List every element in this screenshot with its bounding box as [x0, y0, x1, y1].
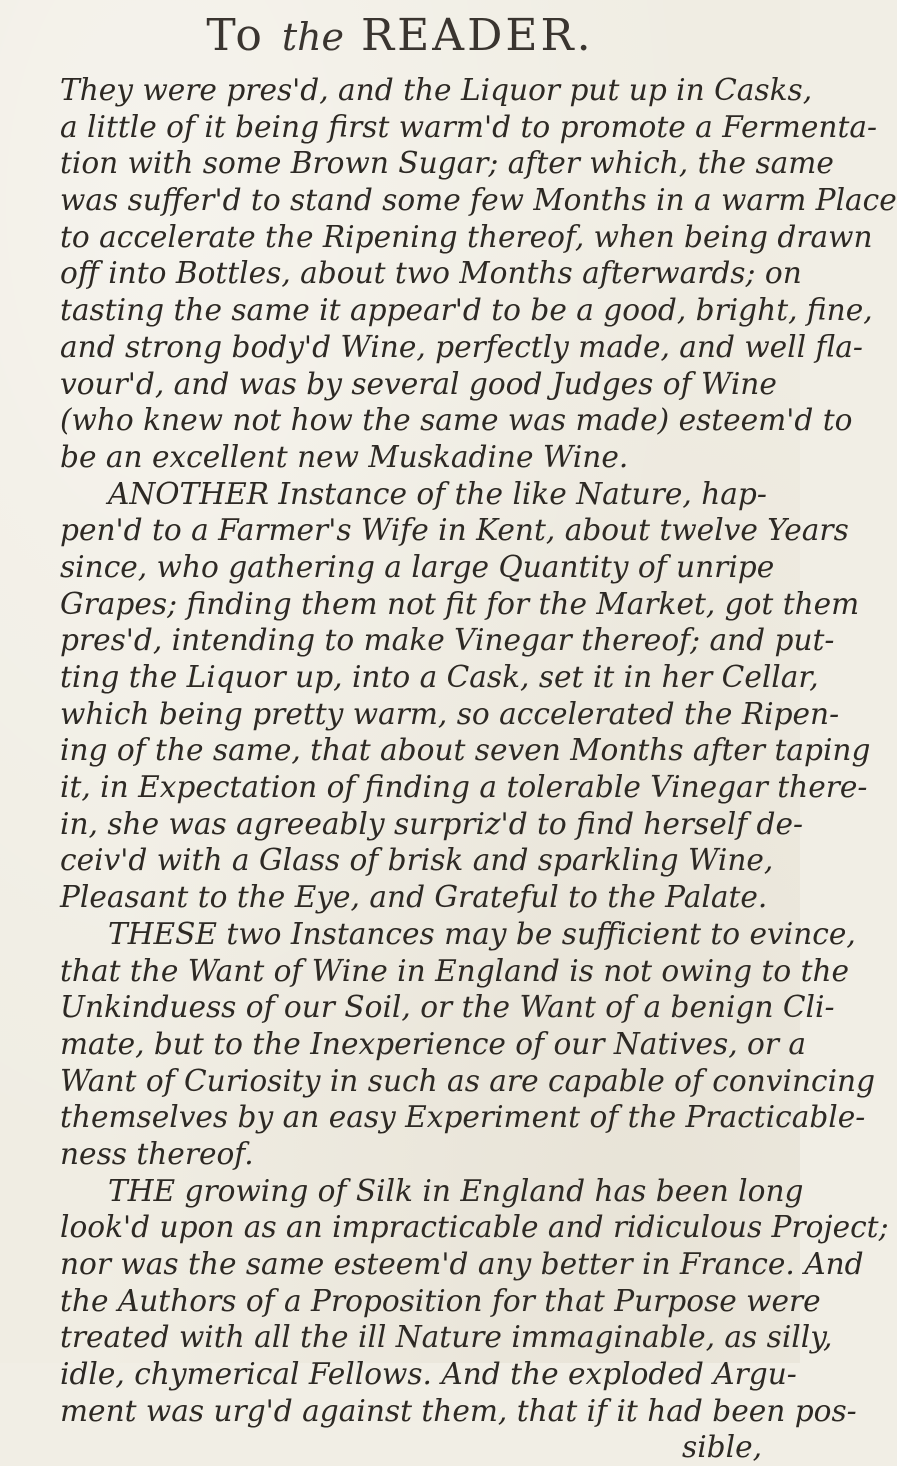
text-line: ment was urg'd against them, that if it had been pos-: [60, 1393, 857, 1428]
text-line: look'd upon as an impracticable and ridiculous Project;: [60, 1210, 889, 1245]
text-line: (who knew not how the same was made) esteem'd to: [60, 403, 853, 438]
text-line: Unkinduess of our Soil, or the Want of a benign Cli-: [60, 990, 835, 1025]
text-line: They were pres'd, and the Liquor put up in Casks,: [60, 73, 813, 107]
text-line: off into Bottles, about two Months afterwards; on: [60, 256, 802, 291]
text-line: a little of it being first warm'd to promote a Fermenta-: [60, 109, 877, 144]
paragraph-start-line: ANOTHER Instance of the like Nature, hap-: [108, 476, 767, 511]
text-line: which being pretty warm, so accelerated the Ripen-: [60, 696, 840, 731]
text-line: tion with some Brown Sugar; after which, the same: [60, 146, 834, 181]
text-line: ness thereof.: [60, 1136, 254, 1171]
text-line: ceiv'd with a Glass of brisk and sparkling Wine,: [60, 843, 774, 878]
text-line: that the Want of Wine in England is not owing to the: [60, 953, 850, 988]
running-head-to: To: [206, 10, 265, 61]
paragraph-start-line: THESE two Instances may be sufficient to evince,: [108, 916, 856, 951]
text-line: to accelerate the Ripening thereof, when being drawn: [60, 219, 873, 254]
text-line: since, who gathering a large Quantity of unripe: [60, 549, 775, 584]
text-line: idle, chymerical Fellows. And the exploded Argu-: [60, 1357, 797, 1392]
text-line: the Authors of a Proposition for that Purpose were: [60, 1283, 821, 1318]
text-line: ing of the same, that about seven Months after taping: [60, 733, 871, 768]
text-line: was suffer'd to stand some few Months in a warm Place: [60, 183, 897, 218]
running-head-reader: READER.: [361, 10, 594, 61]
text-line: and strong body'd Wine, perfectly made, and well fla-: [60, 329, 863, 364]
catchword: sible,: [682, 1430, 762, 1465]
text-line: Want of Curiosity in such as are capable of convincing: [60, 1063, 876, 1098]
text-line: be an excellent new Muskadine Wine.: [60, 439, 629, 474]
text-line: Grapes; finding them not fit for the Market, got them: [60, 586, 860, 621]
text-line: tasting the same it appear'd to be a good, bright, fine,: [60, 293, 873, 328]
text-line: pres'd, intending to make Vinegar thereof; and put-: [60, 623, 835, 658]
body-text: [60, 72, 897, 1466]
running-head: [0, 10, 800, 61]
text-line: Pleasant to the Eye, and Grateful to the Palate.: [60, 880, 768, 915]
text-line: nor was the same esteem'd any better in France. And: [60, 1247, 864, 1281]
text-line: it, in Expectation of finding a tolerable Vinegar there-: [60, 770, 868, 805]
text-line: vour'd, and was by several good Judges of Wine: [60, 366, 777, 401]
text-line: ting the Liquor up, into a Cask, set it in her Cellar,: [60, 660, 819, 694]
text-line: in, she was agreeably surpriz'd to find herself de-: [60, 806, 804, 841]
paragraph-start-line: THE growing of Silk in England has been long: [108, 1173, 804, 1208]
text-line: mate, but to the Inexperience of our Natives, or a: [60, 1026, 807, 1061]
text-line: pen'd to a Farmer's Wife in Kent, about twelve Years: [60, 513, 849, 548]
text-line: themselves by an easy Experiment of the Practicable-: [60, 1100, 866, 1135]
running-head-the: the: [281, 15, 345, 59]
text-line: treated with all the ill Nature immaginable, as silly,: [60, 1320, 833, 1355]
